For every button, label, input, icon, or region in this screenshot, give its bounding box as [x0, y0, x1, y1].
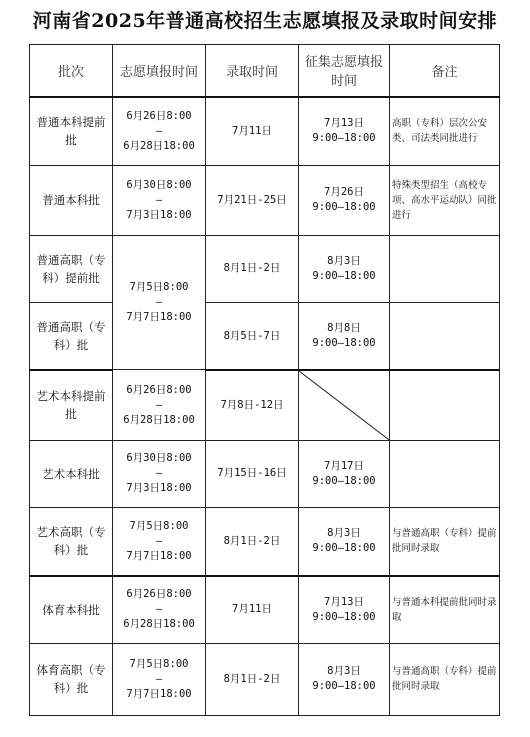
fill-time-cell	[113, 97, 206, 165]
diagonal-line	[299, 371, 389, 440]
batch-cell: 体育本科批	[30, 576, 113, 643]
fill-time-cell	[113, 576, 206, 643]
fill-time-cell	[113, 165, 206, 235]
header-solicit-time: 征集志愿填报时间	[299, 45, 390, 97]
solicit-time-cell	[299, 440, 390, 507]
solicit-time-cell	[299, 643, 390, 715]
solicit-date: 8月3日	[327, 254, 361, 267]
schedule-table	[29, 44, 500, 716]
fill-end: 7月7日18:00	[126, 687, 192, 700]
table-row	[30, 235, 500, 302]
admit-time-cell: 8月1日-2日	[206, 508, 299, 576]
admit-time-cell: 8月5日-7日	[206, 303, 299, 370]
solicit-time-cell	[299, 235, 390, 302]
fill-dash: —	[155, 672, 163, 685]
fill-end: 7月3日18:00	[126, 482, 192, 495]
note-cell	[390, 303, 500, 370]
note-cell: 与普通本科提前批同时录取	[390, 576, 500, 643]
note-cell	[390, 235, 500, 302]
table-row	[30, 97, 500, 165]
fill-start: 7月5日8:00	[129, 519, 189, 532]
note-cell	[390, 440, 500, 507]
table-row	[30, 643, 500, 715]
solicit-date: 8月8日	[327, 322, 361, 335]
fill-dash: —	[155, 534, 163, 547]
batch-cell: 普通高职（专科）批	[30, 303, 113, 370]
fill-time-cell	[113, 440, 206, 507]
solicit-date: 8月3日	[327, 527, 361, 540]
fill-dash: —	[155, 603, 163, 616]
solicit-date: 7月26日	[324, 186, 364, 199]
table-row	[30, 440, 500, 507]
fill-start: 6月26日8:00	[126, 109, 192, 122]
table-row	[30, 165, 500, 235]
solicit-date: 8月3日	[327, 665, 361, 678]
fill-time-cell	[113, 643, 206, 715]
batch-cell: 体育高职（专科）批	[30, 643, 113, 715]
batch-cell: 艺术本科提前批	[30, 370, 113, 440]
header-admit-time: 录取时间	[206, 45, 299, 97]
note-cell	[390, 370, 500, 440]
header-batch: 批次	[30, 45, 113, 97]
table-row	[30, 576, 500, 643]
fill-time-cell	[113, 508, 206, 576]
table-header-row	[30, 45, 500, 97]
fill-end: 7月7日18:00	[126, 311, 192, 324]
admit-time-cell: 7月21日-25日	[206, 165, 299, 235]
solicit-date: 7月13日	[324, 117, 364, 130]
solicit-time-cell	[299, 97, 390, 165]
fill-start: 7月5日8:00	[129, 657, 189, 670]
batch-cell: 艺术高职（专科）批	[30, 508, 113, 576]
fill-dash: —	[155, 193, 163, 206]
table-row	[30, 303, 500, 370]
fill-time-cell	[113, 370, 206, 440]
fill-dash: —	[155, 467, 163, 480]
solicit-hours: 9:00—18:00	[312, 201, 376, 214]
fill-time-cell	[113, 235, 206, 370]
fill-dash: —	[155, 124, 163, 137]
solicit-time-cell	[299, 576, 390, 643]
solicit-hours: 9:00—18:00	[312, 269, 376, 282]
solicit-time-cell	[299, 165, 390, 235]
solicit-time-cell	[299, 508, 390, 576]
note-cell: 特殊类型招生（高校专项、高水平运动队）同批进行	[390, 165, 500, 235]
solicit-hours: 9:00—18:00	[312, 610, 376, 623]
solicit-hours: 9:00—18:00	[312, 542, 376, 555]
fill-end: 7月3日18:00	[126, 208, 192, 221]
fill-end: 6月28日18:00	[123, 618, 195, 631]
solicit-hours: 9:00—18:00	[312, 132, 376, 145]
admit-time-cell: 7月11日	[206, 576, 299, 643]
fill-start: 6月26日8:00	[126, 588, 192, 601]
fill-end: 7月7日18:00	[126, 549, 192, 562]
solicit-date: 7月17日	[324, 459, 364, 472]
batch-cell: 艺术本科批	[30, 440, 113, 507]
solicit-hours: 9:00—18:00	[312, 474, 376, 487]
fill-start: 6月26日8:00	[126, 383, 192, 396]
admit-time-cell: 8月1日-2日	[206, 643, 299, 715]
batch-cell: 普通本科批	[30, 165, 113, 235]
page-title: 河南省2025年普通高校招生志愿填报及录取时间安排	[32, 10, 498, 32]
solicit-hours: 9:00—18:00	[312, 680, 376, 693]
table-row	[30, 370, 500, 440]
admit-time-cell: 8月1日-2日	[206, 235, 299, 302]
fill-start: 6月30日8:00	[126, 452, 192, 465]
solicit-hours: 9:00—18:00	[312, 337, 376, 350]
fill-start: 7月5日8:00	[129, 281, 189, 294]
note-cell: 与普通高职（专科）提前批同时录取	[390, 508, 500, 576]
fill-dash: —	[155, 296, 163, 309]
admit-time-cell: 7月8日-12日	[206, 370, 299, 440]
header-fill-time: 志愿填报时间	[113, 45, 206, 97]
solicit-time-cell-empty	[299, 370, 390, 440]
batch-cell: 普通本科提前批	[30, 97, 113, 165]
header-note: 备注	[390, 45, 500, 97]
admit-time-cell: 7月11日	[206, 97, 299, 165]
batch-cell: 普通高职（专科）提前批	[30, 235, 113, 302]
table-row	[30, 508, 500, 576]
admit-time-cell: 7月15日-16日	[206, 440, 299, 507]
note-cell: 高职（专科）层次公安类、司法类同批进行	[390, 97, 500, 165]
fill-dash: —	[155, 398, 163, 411]
fill-start: 6月30日8:00	[126, 178, 192, 191]
solicit-date: 7月13日	[324, 595, 364, 608]
fill-end: 6月28日18:00	[123, 139, 195, 152]
solicit-time-cell	[299, 303, 390, 370]
fill-end: 6月28日18:00	[123, 413, 195, 426]
note-cell: 与普通高职（专科）提前批同时录取	[390, 643, 500, 715]
